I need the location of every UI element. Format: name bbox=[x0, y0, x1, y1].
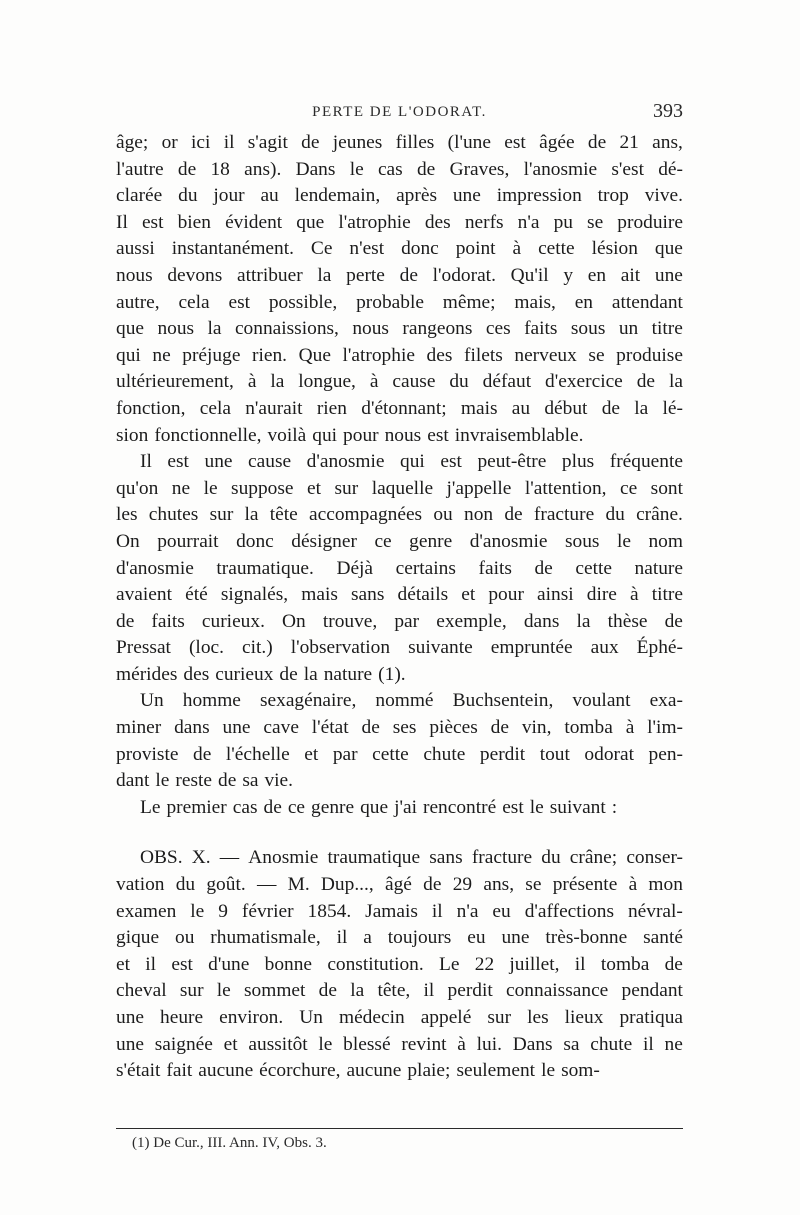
text-line: vation du goût. — M. Dup..., âgé de 29 ans, se présente à mon bbox=[116, 874, 683, 896]
text-line: l'autre de 18 ans). Dans le cas de Graves, l'anosmie s'est dé- bbox=[116, 158, 683, 180]
text-line: ultérieurement, à la longue, à cause du défaut d'exercice de la bbox=[116, 371, 683, 393]
text-line: aussi instantanément. Ce n'est donc point à cette lésion que bbox=[116, 238, 683, 260]
text-line: proviste de l'échelle et par cette chute perdit tout odorat pen- bbox=[116, 743, 683, 765]
text-line: fonction, cela n'aurait rien d'étonnant; mais au début de la lé- bbox=[116, 397, 683, 419]
text-line: examen le 9 février 1854. Jamais il n'a eu d'affections névral- bbox=[116, 900, 683, 922]
text-line: Le premier cas de ce genre que j'ai rencontré est le suivant : bbox=[140, 796, 618, 818]
paragraph-gap bbox=[116, 821, 683, 845]
text-line: une saignée et aussitôt le blessé revint à lui. Dans sa chute il ne bbox=[116, 1033, 683, 1055]
text-line: nous devons attribuer la perte de l'odorat. Qu'il y en ait une bbox=[116, 264, 683, 286]
running-head: PERTE DE L'ODORAT. bbox=[312, 104, 487, 120]
paragraph-p2 bbox=[116, 449, 683, 688]
text-line: sion fonctionnelle, voilà qui pour nous est invraisemblable. bbox=[116, 424, 584, 446]
text-line: et il est d'une bonne constitution. Le 22 juillet, il tomba de bbox=[116, 953, 683, 975]
text-line: OBS. X. — Anosmie traumatique sans fracture du crâne; conser- bbox=[140, 847, 683, 869]
text-line: clarée du jour au lendemain, après une impression trop vive. bbox=[116, 185, 683, 207]
text-line: qu'on ne le suppose et sur laquelle j'appelle l'attention, ce sont bbox=[116, 477, 683, 499]
text-line: les chutes sur la tête accompagnées ou non de fracture du crâne. bbox=[116, 504, 683, 526]
text-line: que nous la connaissions, nous rangeons ces faits sous un titre bbox=[116, 318, 683, 340]
paragraph-p1 bbox=[116, 130, 683, 449]
text-line: miner dans une cave l'état de ses pièces de vin, tomba à l'im- bbox=[116, 717, 683, 739]
paragraph-p3 bbox=[116, 688, 683, 794]
text-line: qui ne préjuge rien. Que l'atrophie des filets nerveux se produise bbox=[116, 344, 683, 366]
footnote: (1) De Cur., III. Ann. IV, Obs. 3. bbox=[132, 1135, 327, 1151]
page-header bbox=[116, 100, 683, 130]
text-line: Pressat (loc. cit.) l'observation suivante empruntée aux Éphé- bbox=[116, 637, 683, 659]
paragraph-p5 bbox=[116, 845, 683, 1084]
text-line: On pourrait donc désigner ce genre d'anosmie sous le nom bbox=[116, 530, 683, 552]
paragraph-p4 bbox=[116, 795, 683, 822]
text-line: d'anosmie traumatique. Déjà certains faits de cette nature bbox=[116, 557, 683, 579]
text-line: Un homme sexagénaire, nommé Buchsentein, voulant exa- bbox=[140, 690, 683, 712]
text-line: cheval sur le sommet de la tête, il perdit connaissance pendant bbox=[116, 980, 683, 1002]
text-line: avaient été signalés, mais sans détails et pour ainsi dire à titre bbox=[116, 584, 683, 606]
text-line: âge; or ici il s'agit de jeunes filles (l'une est âgée de 21 ans, bbox=[116, 132, 683, 153]
text-line: s'était fait aucune écorchure, aucune plaie; seulement le som- bbox=[116, 1060, 600, 1082]
text-line: gique ou rhumatismale, il a toujours eu une très-bonne santé bbox=[116, 927, 683, 949]
text-line: autre, cela est possible, probable même; mais, en attendant bbox=[116, 291, 683, 313]
text-line: de faits curieux. On trouve, par exemple, dans la thèse de bbox=[116, 610, 683, 632]
text-line: Il est une cause d'anosmie qui est peut-être plus fréquente bbox=[140, 451, 683, 473]
footnote-rule bbox=[116, 1128, 683, 1129]
text-line: dant le reste de sa vie. bbox=[116, 770, 294, 792]
text-line: mérides des curieux de la nature (1). bbox=[116, 663, 406, 685]
body-text bbox=[116, 130, 683, 1085]
text-line: Il est bien évident que l'atrophie des nerfs n'a pu se produire bbox=[116, 211, 683, 233]
text-line: une heure environ. Un médecin appelé sur les lieux pratiqua bbox=[116, 1007, 683, 1028]
page-number: 393 bbox=[653, 100, 683, 122]
